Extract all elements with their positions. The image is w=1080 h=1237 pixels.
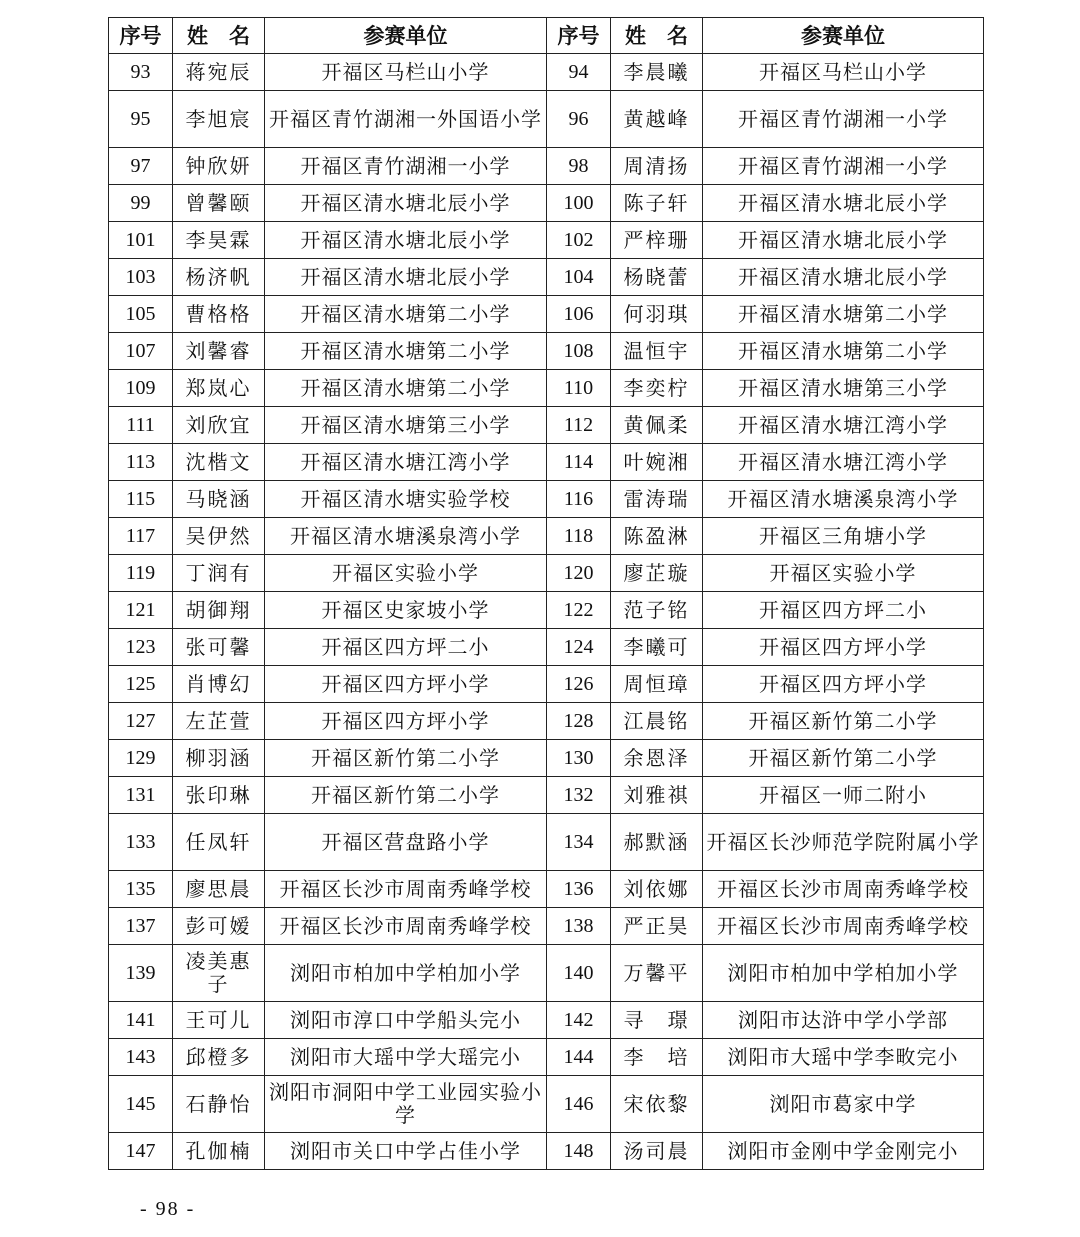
entry-name: 李昊霖 [173, 222, 265, 259]
entry-name: 石静怡 [173, 1076, 265, 1133]
entry-name: 刘依娜 [611, 871, 703, 908]
entry-number: 147 [109, 1133, 173, 1170]
entry-name: 丁润有 [173, 555, 265, 592]
entry-unit: 开福区四方坪小学 [703, 666, 984, 703]
entry-number: 111 [109, 407, 173, 444]
entry-name: 廖思晨 [173, 871, 265, 908]
entry-name: 余恩泽 [611, 740, 703, 777]
entry-name: 江晨铭 [611, 703, 703, 740]
entry-name: 周恒璋 [611, 666, 703, 703]
entry-number: 114 [547, 444, 611, 481]
entry-unit: 开福区清水塘北辰小学 [265, 222, 547, 259]
entry-unit: 开福区营盘路小学 [265, 814, 547, 871]
entry-name: 黄越峰 [611, 91, 703, 148]
entry-number: 123 [109, 629, 173, 666]
entry-name: 郝默涵 [611, 814, 703, 871]
entry-number: 126 [547, 666, 611, 703]
entry-name: 沈楷文 [173, 444, 265, 481]
entry-unit: 浏阳市淳口中学船头完小 [265, 1002, 547, 1039]
entry-number: 113 [109, 444, 173, 481]
entry-unit: 开福区四方坪小学 [703, 629, 984, 666]
entry-number: 146 [547, 1076, 611, 1133]
entry-unit: 开福区新竹第二小学 [703, 703, 984, 740]
entry-name: 蒋宛辰 [173, 54, 265, 91]
table-row [109, 91, 984, 148]
entry-unit: 开福区清水塘溪泉湾小学 [703, 481, 984, 518]
entry-number: 145 [109, 1076, 173, 1133]
entry-unit: 开福区清水塘第二小学 [703, 333, 984, 370]
entry-name: 肖博幻 [173, 666, 265, 703]
table-row [109, 1002, 984, 1039]
entry-name: 柳羽涵 [173, 740, 265, 777]
entry-number: 110 [547, 370, 611, 407]
entry-unit: 开福区清水塘北辰小学 [703, 222, 984, 259]
entry-unit: 开福区青竹湖湘一小学 [265, 148, 547, 185]
entry-number: 124 [547, 629, 611, 666]
entry-unit: 开福区长沙市周南秀峰学校 [265, 871, 547, 908]
table-row [109, 296, 984, 333]
entry-unit: 开福区三角塘小学 [703, 518, 984, 555]
entry-name: 温恒宇 [611, 333, 703, 370]
table-row [109, 1133, 984, 1170]
entry-unit: 开福区四方坪小学 [265, 703, 547, 740]
entry-unit: 浏阳市柏加中学柏加小学 [265, 945, 547, 1002]
entry-name: 李曦可 [611, 629, 703, 666]
table-body [109, 54, 984, 1170]
entry-number: 128 [547, 703, 611, 740]
entry-number: 93 [109, 54, 173, 91]
entry-unit: 开福区实验小学 [703, 555, 984, 592]
table-row [109, 54, 984, 91]
entry-name: 严正昊 [611, 908, 703, 945]
entry-number: 130 [547, 740, 611, 777]
entry-unit: 浏阳市金刚中学金刚完小 [703, 1133, 984, 1170]
entry-name: 范子铭 [611, 592, 703, 629]
entry-unit: 浏阳市达浒中学小学部 [703, 1002, 984, 1039]
entry-unit: 开福区四方坪小学 [265, 666, 547, 703]
table-row [109, 407, 984, 444]
entry-name: 何羽琪 [611, 296, 703, 333]
entry-unit: 开福区长沙市周南秀峰学校 [265, 908, 547, 945]
entry-name: 周清扬 [611, 148, 703, 185]
entry-name: 吴伊然 [173, 518, 265, 555]
entry-number: 144 [547, 1039, 611, 1076]
entry-number: 102 [547, 222, 611, 259]
entry-number: 143 [109, 1039, 173, 1076]
entry-unit: 浏阳市柏加中学柏加小学 [703, 945, 984, 1002]
table-row [109, 259, 984, 296]
entry-name: 刘馨睿 [173, 333, 265, 370]
entry-name: 李 培 [611, 1039, 703, 1076]
entry-unit: 开福区清水塘第三小学 [265, 407, 547, 444]
entry-number: 125 [109, 666, 173, 703]
header-unit: 参赛单位 [265, 18, 547, 54]
entry-number: 131 [109, 777, 173, 814]
table-row [109, 703, 984, 740]
entry-name: 李奕柠 [611, 370, 703, 407]
entry-unit: 开福区清水塘北辰小学 [703, 185, 984, 222]
entry-number: 106 [547, 296, 611, 333]
entry-name: 廖芷璇 [611, 555, 703, 592]
entry-number: 98 [547, 148, 611, 185]
entry-name: 万馨平 [611, 945, 703, 1002]
entry-number: 137 [109, 908, 173, 945]
entry-number: 139 [109, 945, 173, 1002]
entry-name: 陈子轩 [611, 185, 703, 222]
table-row [109, 185, 984, 222]
entry-name: 钟欣妍 [173, 148, 265, 185]
entry-number: 121 [109, 592, 173, 629]
entry-unit: 浏阳市葛家中学 [703, 1076, 984, 1133]
entry-number: 104 [547, 259, 611, 296]
entry-unit: 开福区清水塘第二小学 [265, 296, 547, 333]
entry-number: 136 [547, 871, 611, 908]
table-row [109, 444, 984, 481]
entry-number: 118 [547, 518, 611, 555]
entry-name: 张可馨 [173, 629, 265, 666]
entry-unit: 浏阳市洞阳中学工业园实验小学 [265, 1076, 547, 1133]
entry-name: 王可儿 [173, 1002, 265, 1039]
entry-unit: 开福区马栏山小学 [265, 54, 547, 91]
entry-unit: 开福区马栏山小学 [703, 54, 984, 91]
entry-name: 孔伽楠 [173, 1133, 265, 1170]
entry-name: 严梓珊 [611, 222, 703, 259]
entry-unit: 开福区青竹湖湘一小学 [703, 148, 984, 185]
entry-number: 96 [547, 91, 611, 148]
entry-number: 105 [109, 296, 173, 333]
table-row [109, 871, 984, 908]
entry-number: 97 [109, 148, 173, 185]
header-name: 姓 名 [611, 18, 703, 54]
table-row [109, 370, 984, 407]
table-row [109, 740, 984, 777]
entry-name: 曹格格 [173, 296, 265, 333]
entry-number: 119 [109, 555, 173, 592]
entry-number: 138 [547, 908, 611, 945]
entry-name: 胡御翔 [173, 592, 265, 629]
table-header-row [109, 18, 984, 54]
entry-name: 邱橙多 [173, 1039, 265, 1076]
entry-unit: 开福区青竹湖湘一小学 [703, 91, 984, 148]
header-number: 序号 [547, 18, 611, 54]
entry-unit: 开福区清水塘北辰小学 [265, 185, 547, 222]
table-row [109, 1039, 984, 1076]
entry-unit: 开福区长沙市周南秀峰学校 [703, 871, 984, 908]
entry-number: 95 [109, 91, 173, 148]
entry-number: 148 [547, 1133, 611, 1170]
entry-number: 107 [109, 333, 173, 370]
entry-number: 142 [547, 1002, 611, 1039]
entry-unit: 开福区新竹第二小学 [703, 740, 984, 777]
table-row [109, 518, 984, 555]
header-number: 序号 [109, 18, 173, 54]
entry-name: 郑岚心 [173, 370, 265, 407]
entry-number: 120 [547, 555, 611, 592]
entry-number: 103 [109, 259, 173, 296]
table-row [109, 592, 984, 629]
header-unit: 参赛单位 [703, 18, 984, 54]
entry-number: 99 [109, 185, 173, 222]
entry-unit: 开福区清水塘第二小学 [703, 296, 984, 333]
entry-unit: 开福区清水塘北辰小学 [703, 259, 984, 296]
table-row [109, 148, 984, 185]
entry-unit: 开福区清水塘江湾小学 [265, 444, 547, 481]
entry-name: 李旭宸 [173, 91, 265, 148]
table-row [109, 908, 984, 945]
entry-name: 寻 璟 [611, 1002, 703, 1039]
entry-unit: 开福区清水塘江湾小学 [703, 407, 984, 444]
entry-number: 109 [109, 370, 173, 407]
entry-name: 陈盈淋 [611, 518, 703, 555]
participant-roster-table [108, 17, 984, 1170]
entry-number: 134 [547, 814, 611, 871]
entry-number: 116 [547, 481, 611, 518]
entry-number: 100 [547, 185, 611, 222]
entry-number: 112 [547, 407, 611, 444]
entry-name: 杨济帆 [173, 259, 265, 296]
entry-unit: 开福区实验小学 [265, 555, 547, 592]
entry-unit: 开福区清水塘第二小学 [265, 333, 547, 370]
entry-unit: 开福区长沙市周南秀峰学校 [703, 908, 984, 945]
entry-unit: 开福区四方坪二小 [265, 629, 547, 666]
table-row [109, 945, 984, 1002]
entry-name: 彭可嫒 [173, 908, 265, 945]
entry-number: 132 [547, 777, 611, 814]
entry-unit: 开福区新竹第二小学 [265, 740, 547, 777]
entry-name: 黄佩柔 [611, 407, 703, 444]
entry-unit: 开福区清水塘江湾小学 [703, 444, 984, 481]
entry-name: 凌美惠子 [173, 945, 265, 1002]
entry-number: 141 [109, 1002, 173, 1039]
entry-unit: 开福区清水塘北辰小学 [265, 259, 547, 296]
table-row [109, 333, 984, 370]
entry-unit: 浏阳市大瑶中学大瑶完小 [265, 1039, 547, 1076]
entry-name: 刘雅祺 [611, 777, 703, 814]
entry-name: 刘欣宜 [173, 407, 265, 444]
header-name: 姓 名 [173, 18, 265, 54]
entry-unit: 开福区新竹第二小学 [265, 777, 547, 814]
entry-unit: 开福区清水塘实验学校 [265, 481, 547, 518]
entry-name: 任凤轩 [173, 814, 265, 871]
entry-name: 叶婉湘 [611, 444, 703, 481]
entry-number: 133 [109, 814, 173, 871]
entry-name: 左芷萱 [173, 703, 265, 740]
entry-unit: 开福区长沙师范学院附属小学 [703, 814, 984, 871]
table-row [109, 1076, 984, 1133]
entry-number: 108 [547, 333, 611, 370]
table-row [109, 481, 984, 518]
entry-name: 张印琳 [173, 777, 265, 814]
entry-unit: 浏阳市大瑶中学李畋完小 [703, 1039, 984, 1076]
table-row [109, 629, 984, 666]
entry-unit: 开福区清水塘第二小学 [265, 370, 547, 407]
table-row [109, 814, 984, 871]
entry-unit: 开福区一师二附小 [703, 777, 984, 814]
entry-number: 117 [109, 518, 173, 555]
entry-unit: 开福区清水塘溪泉湾小学 [265, 518, 547, 555]
entry-number: 129 [109, 740, 173, 777]
entry-number: 94 [547, 54, 611, 91]
entry-name: 马晓涵 [173, 481, 265, 518]
entry-name: 宋依黎 [611, 1076, 703, 1133]
entry-unit: 开福区四方坪二小 [703, 592, 984, 629]
entry-name: 李晨曦 [611, 54, 703, 91]
table-row [109, 666, 984, 703]
entry-number: 135 [109, 871, 173, 908]
entry-number: 122 [547, 592, 611, 629]
entry-number: 140 [547, 945, 611, 1002]
entry-unit: 开福区清水塘第三小学 [703, 370, 984, 407]
entry-number: 101 [109, 222, 173, 259]
entry-unit: 开福区青竹湖湘一外国语小学 [265, 91, 547, 148]
table-row [109, 222, 984, 259]
entry-unit: 开福区史家坡小学 [265, 592, 547, 629]
table-row [109, 777, 984, 814]
entry-unit: 浏阳市关口中学占佳小学 [265, 1133, 547, 1170]
entry-number: 127 [109, 703, 173, 740]
entry-name: 雷涛瑞 [611, 481, 703, 518]
entry-number: 115 [109, 481, 173, 518]
page-number: - 98 - [140, 1198, 196, 1220]
entry-name: 汤司晨 [611, 1133, 703, 1170]
entry-name: 曾馨颐 [173, 185, 265, 222]
entry-name: 杨晓蕾 [611, 259, 703, 296]
table-row [109, 555, 984, 592]
